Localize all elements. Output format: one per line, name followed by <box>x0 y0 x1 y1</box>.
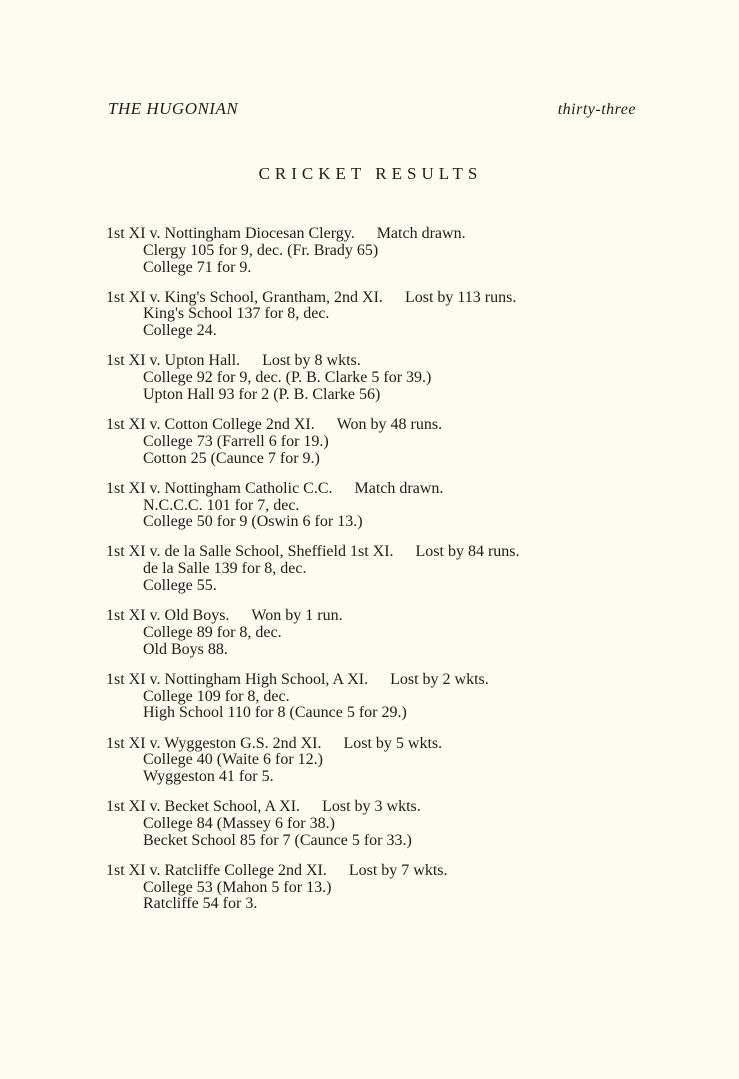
match-entry <box>106 481 646 545</box>
match-entry <box>106 799 646 863</box>
score-line: Wyggeston 41 for 5. <box>143 768 274 786</box>
match-result: Match drawn. <box>354 479 444 497</box>
score-line: Becket School 85 for 7 (Caunce 5 for 33.) <box>143 831 412 849</box>
match-fixture: 1st XI v. Upton Hall. <box>106 352 241 370</box>
score-line: Clergy 105 for 9, dec. (Fr. Brady 65) <box>143 241 379 259</box>
score-line: Old Boys 88. <box>143 640 228 658</box>
match-entry <box>106 736 646 800</box>
score-line: College 89 for 8, dec. <box>143 623 282 641</box>
match-result: Lost by 3 wkts. <box>322 798 421 816</box>
match-entry <box>106 226 646 290</box>
match-result: Won by 48 runs. <box>336 416 443 434</box>
score-line: College 84 (Massey 6 for 38.) <box>143 814 335 832</box>
score-line: High School 110 for 8 (Caunce 5 for 29.) <box>143 704 407 722</box>
match-entry <box>106 290 646 354</box>
match-entry <box>106 353 646 417</box>
score-line: Ratcliffe 54 for 3. <box>143 895 258 913</box>
match-entry <box>106 863 646 927</box>
publication-title: THE HUGONIAN <box>108 99 239 118</box>
match-result: Match drawn. <box>376 225 466 242</box>
match-fixture: 1st XI v. Wyggeston G.S. 2nd XI. <box>106 734 322 752</box>
match-fixture: 1st XI v. Nottingham Catholic C.C. <box>106 479 333 497</box>
score-line: College 55. <box>143 577 217 595</box>
score-line: N.C.C.C. 101 for 7, dec. <box>143 496 300 514</box>
score-line: King's School 137 for 8, dec. <box>143 305 330 323</box>
match-heading <box>106 226 646 243</box>
page-number: thirty-three <box>557 101 636 118</box>
match-fixture: 1st XI v. Nottingham Diocesan Clergy. <box>106 225 355 242</box>
match-fixture: 1st XI v. Old Boys. <box>106 607 230 625</box>
match-heading <box>106 608 646 625</box>
match-entry <box>106 544 646 608</box>
score-line: College 24. <box>143 322 217 340</box>
score-line: College 50 for 9 (Oswin 6 for 13.) <box>143 513 363 531</box>
match-heading <box>106 353 646 370</box>
results-list <box>106 226 646 927</box>
match-heading <box>106 481 646 498</box>
match-fixture: 1st XI v. Becket School, A XI. <box>106 798 301 816</box>
match-result: Lost by 84 runs. <box>415 543 520 561</box>
score-line: College 40 (Waite 6 for 12.) <box>143 751 323 769</box>
match-fixture: 1st XI v. de la Salle School, Sheffield 1st XI. <box>106 543 394 561</box>
match-result: Won by 1 run. <box>251 607 343 625</box>
match-result: Lost by 7 wkts. <box>348 861 448 879</box>
section-title: CRICKET RESULTS <box>258 164 483 183</box>
match-result: Lost by 8 wkts. <box>262 352 361 370</box>
match-entry <box>106 417 646 481</box>
score-line: Upton Hall 93 for 2 (P. B. Clarke 56) <box>143 385 381 403</box>
match-heading <box>106 863 646 880</box>
score-line: Cotton 25 (Caunce 7 for 9.) <box>143 449 320 467</box>
match-fixture: 1st XI v. Nottingham High School, A XI. <box>106 670 369 688</box>
match-heading <box>106 417 646 434</box>
match-fixture: 1st XI v. King's School, Grantham, 2nd XI. <box>106 288 383 306</box>
match-entry <box>106 608 646 672</box>
score-line: College 73 (Farrell 6 for 19.) <box>143 432 329 450</box>
match-fixture: 1st XI v. Cotton College 2nd XI. <box>106 416 315 434</box>
match-result: Lost by 113 runs. <box>404 288 517 306</box>
match-fixture: 1st XI v. Ratcliffe College 2nd XI. <box>106 861 327 879</box>
match-heading <box>106 672 646 689</box>
score-line: de la Salle 139 for 8, dec. <box>143 560 307 578</box>
score-line: College 71 for 9. <box>143 258 252 276</box>
running-head <box>108 99 636 121</box>
score-line: College 53 (Mahon 5 for 13.) <box>143 878 332 896</box>
match-result: Lost by 5 wkts. <box>343 734 443 752</box>
match-heading <box>106 290 646 307</box>
match-result: Lost by 2 wkts. <box>390 670 489 688</box>
match-entry <box>106 672 646 736</box>
match-heading <box>106 736 646 753</box>
score-line: College 92 for 9, dec. (P. B. Clarke 5 for 39.) <box>143 369 432 387</box>
match-heading <box>106 799 646 816</box>
match-heading <box>106 544 646 561</box>
score-line: College 109 for 8, dec. <box>143 687 290 705</box>
